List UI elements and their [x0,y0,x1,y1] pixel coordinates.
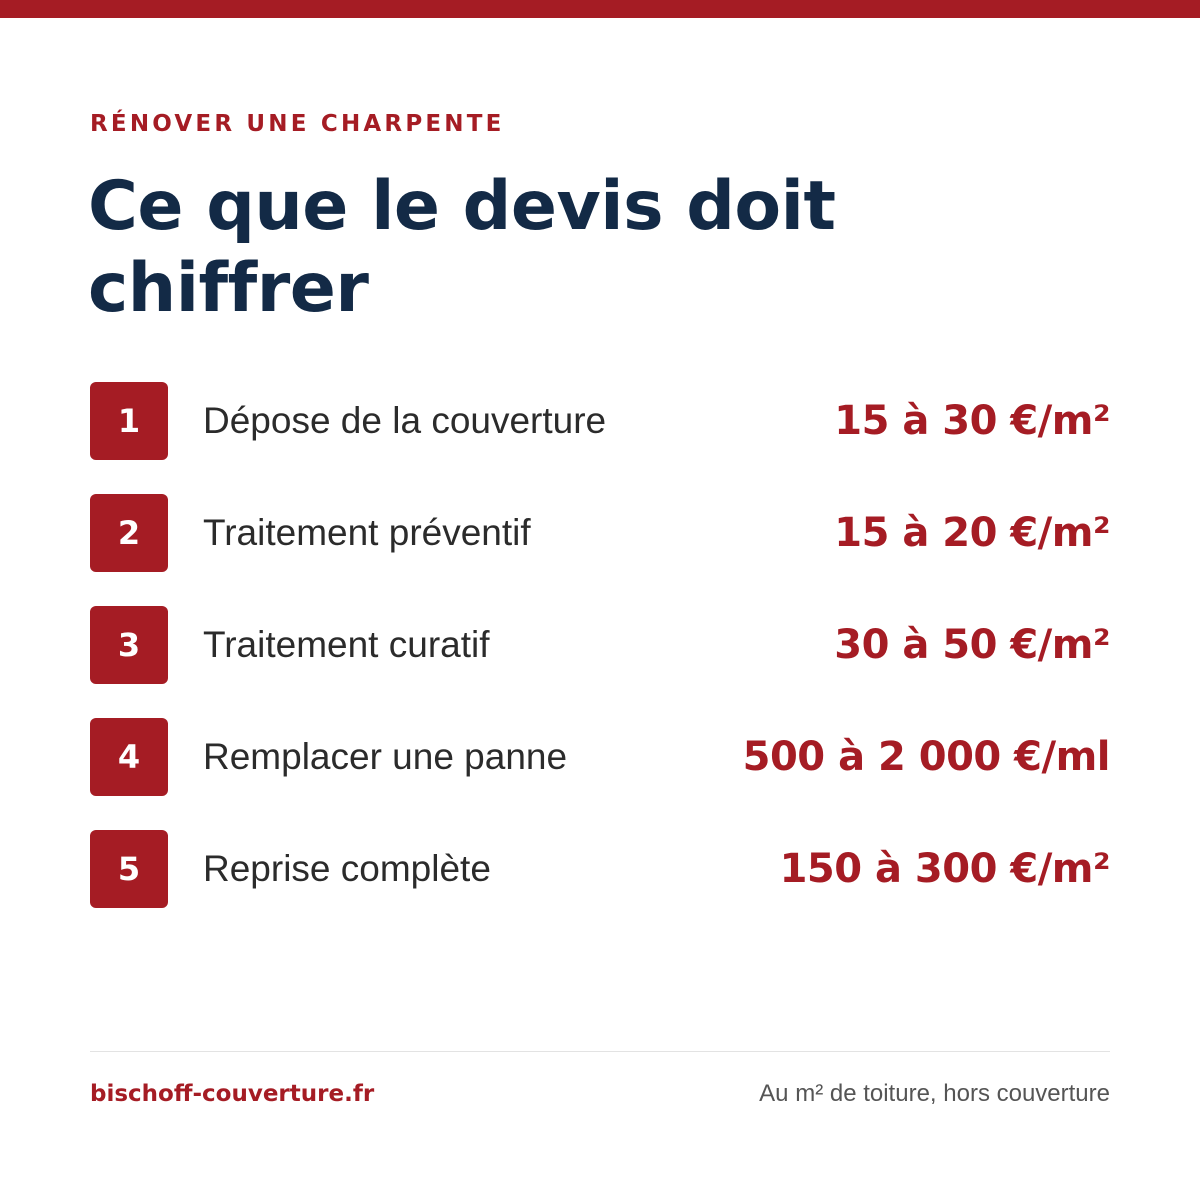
item-price: 500 à 2 000 €/ml [742,734,1110,780]
item-number-badge: 4 [90,718,168,796]
item-number-badge: 1 [90,382,168,460]
item-price: 15 à 20 €/m² [834,510,1110,556]
footer-note: Au m² de toiture, hors couverture [759,1080,1110,1107]
item-label: Dépose de la couverture [203,400,607,441]
page-title-line-2: chiffrer [88,249,369,328]
list-item [90,382,1110,460]
footer-divider [90,1051,1110,1052]
list-item [90,718,1110,796]
item-price: 15 à 30 €/m² [834,398,1110,444]
top-accent-bar [0,0,1200,18]
page-title [88,166,988,330]
item-number-badge: 2 [90,494,168,572]
page-title-line-1: Ce que le devis doit [88,167,836,246]
list-item [90,494,1110,572]
eyebrow-label: RÉNOVER UNE CHARPENTE [90,111,505,137]
item-label: Remplacer une panne [203,736,568,777]
item-label: Reprise complète [203,848,491,889]
footer-website: bischoff-couverture.fr [90,1081,375,1107]
list-item [90,606,1110,684]
cost-list [90,382,1110,942]
item-price: 150 à 300 €/m² [779,846,1110,892]
item-label: Traitement préventif [203,512,531,553]
item-number-badge: 5 [90,830,168,908]
item-price: 30 à 50 €/m² [834,622,1110,668]
item-label: Traitement curatif [203,624,490,665]
item-number-badge: 3 [90,606,168,684]
list-item [90,830,1110,908]
